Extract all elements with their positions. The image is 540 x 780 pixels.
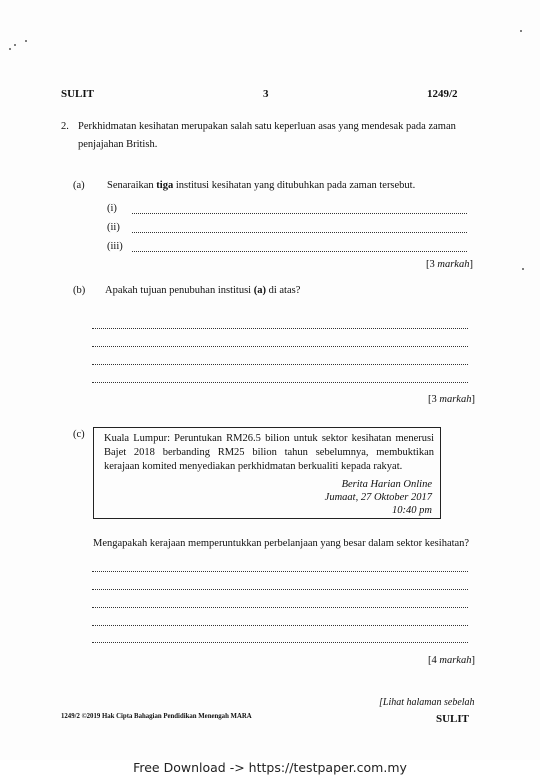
part-c-label: (c) <box>73 429 85 440</box>
marks-close: ] <box>471 655 475 666</box>
news-source-date: Jumaat, 27 Oktober 2017 <box>324 492 432 503</box>
answer-line[interactable] <box>92 641 468 643</box>
marks-word: markah <box>439 655 472 666</box>
part-b-text-bold: (a) <box>253 285 266 296</box>
marks-open: [3 <box>426 259 438 270</box>
scan-speck <box>522 268 524 270</box>
part-b-marks <box>428 394 475 405</box>
news-excerpt-text: Kuala Lumpur: Peruntukan RM26.5 bilion untuk sektor kesihatan menerusi Bajet 2018 berbanding RM25 bilion tahun sebelumnya, membuktikan kerajaan komited menyediakan perkhidmatan berkualiti kepada rakyat. <box>104 433 434 472</box>
question-intro-line1: Perkhidmatan kesihatan merupakan salah satu keperluan asas yang mendesak pada zaman <box>78 121 456 132</box>
answer-line[interactable] <box>92 570 468 572</box>
download-banner[interactable]: Free Download -> https://testpaper.com.my <box>133 760 407 775</box>
part-a-label: (a) <box>73 180 85 191</box>
footer-sulit: SULIT <box>436 713 470 725</box>
part-b-label: (b) <box>73 285 86 296</box>
next-page-note: [Lihat halaman sebelah <box>379 697 475 708</box>
answer-line[interactable] <box>92 606 468 608</box>
part-a-text-bold: tiga <box>156 180 174 191</box>
answer-line[interactable] <box>92 327 468 329</box>
part-c-question: Mengapakah kerajaan memperuntukkan perbelanjaan yang besar dalam sektor kesihatan? <box>93 538 470 549</box>
scan-speck <box>520 30 522 32</box>
part-a-text-1: Senaraikan <box>107 180 157 191</box>
marks-close: ] <box>469 259 473 270</box>
copyright-text: 1249/2 ©2019 Hak Cipta Bahagian Pendidikan Menengah MARA <box>61 713 252 720</box>
answer-line[interactable] <box>92 363 468 365</box>
part-b-text-1: Apakah tujuan penubuhan institusi <box>105 285 254 296</box>
part-a-text-2: institusi kesihatan yang ditubuhkan pada zaman tersebut. <box>173 180 416 191</box>
marks-close: ] <box>471 394 475 405</box>
news-source-name: Berita Harian Online <box>341 479 432 490</box>
part-b-question <box>105 284 300 297</box>
answer-line[interactable] <box>92 345 468 347</box>
marks-open: [3 <box>428 394 440 405</box>
answer-line[interactable] <box>132 231 467 233</box>
paper-code: 1249/2 <box>427 88 458 100</box>
marks-word: markah <box>437 259 470 270</box>
answer-line[interactable] <box>92 381 468 383</box>
part-b-text-2: di atas? <box>265 285 301 296</box>
news-source-time: 10:40 pm <box>392 505 432 516</box>
part-a-item-label: (ii) <box>107 222 120 233</box>
question-intro-line2: penjajahan British. <box>78 139 158 150</box>
part-a-item-label: (i) <box>107 203 117 214</box>
marks-open: [4 <box>428 655 440 666</box>
page-number: 3 <box>263 88 269 100</box>
scan-speck <box>25 40 27 42</box>
answer-line[interactable] <box>132 212 467 214</box>
marks-word: markah <box>439 394 472 405</box>
part-c-marks <box>428 655 475 666</box>
part-a-marks <box>426 259 473 270</box>
scan-speck <box>9 48 11 50</box>
scan-speck <box>14 44 16 46</box>
part-a-question <box>107 179 415 192</box>
answer-line[interactable] <box>92 624 468 626</box>
part-a-item-label: (iii) <box>107 241 123 252</box>
header-sulit: SULIT <box>61 88 95 100</box>
news-excerpt-box <box>93 427 441 519</box>
answer-line[interactable] <box>92 588 468 590</box>
question-number: 2. <box>61 121 69 132</box>
answer-line[interactable] <box>132 250 467 252</box>
